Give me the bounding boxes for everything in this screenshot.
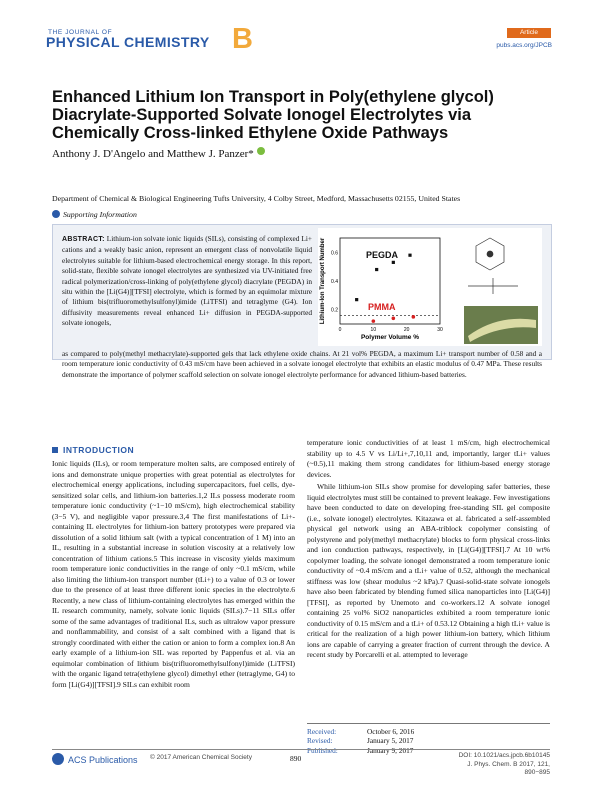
pmma-point	[372, 319, 376, 323]
published-label: Published:	[307, 745, 338, 755]
introduction-heading-text: INTRODUCTION	[63, 445, 135, 455]
article-history	[307, 723, 550, 755]
journal-name: PHYSICAL CHEMISTRY	[46, 34, 210, 50]
orcid-icon[interactable]	[257, 147, 265, 155]
abstract-label: ABSTRACT:	[62, 236, 105, 243]
footer-doi-link[interactable]: DOI: 10.1021/acs.jpcb.6b10145	[458, 752, 550, 759]
x-tick-label: 10	[370, 327, 377, 333]
author-line	[52, 147, 265, 160]
x-tick-label: 0	[338, 327, 342, 333]
received-date: October 6, 2016	[367, 727, 415, 736]
revised-row	[307, 736, 550, 745]
introduction-heading	[52, 445, 134, 455]
acs-logo-icon	[52, 753, 64, 765]
pegda-point	[392, 261, 395, 264]
intro-paragraph-right-2: While lithium-ion SILs show promise for developing safer batteries, these liquid electrolytes must still be contained to prevent leakage. Few investigations have been conducted to date on developing free-standing SIL gel composite (i.e., solvate ionogel) electrolytes. Kitazawa et al. fabricated a self-assembled physical gel network using an ABA-triblock copolymer consisting of polystyrene and poly(methyl methacrylate) blocks to form physical cross-links and ion conduction pathways, respectively, in [Li(G4)][TFSI].7 At 10 wt% copolymer loading, the solvate ionogel demonstrated a room temperature ionic conductivity of ~0.4 mS/cm and a tLi+ value of 0.52, although the mechanical stiffness was low (shear modulus ~2 kPa).7 Quasi-solid-state solvate ionogels have also been fabricated by blending fumed silica nanoparticles into [Li(G4)][TFSI], as reported by Unemoto and co-workers.12 A solvate ionogel containing 25 vol% SiO2 nanoparticles exhibited a room temperature ionic conductivity of 0.15 mS/cm and a tLi+ of 0.53.12 Obtaining a high tLi+ value is critical for the realization of a high power lithium-ion battery, which lithium ions are capable of carrying a greater fraction of current through the device. A recent study by Porcarelli et al. attempted to leverage	[307, 482, 550, 659]
article-title: Enhanced Lithium Ion Transport in Poly(ethylene glycol) Diacrylate-Supported Solvate Ionogel Electrolytes via Chemically Cross-linked Ethylene Oxide Pathways	[52, 88, 494, 142]
supporting-info[interactable]	[52, 210, 137, 219]
intro-paragraph-right-1: temperature ionic conductivities of at least 1 mS/cm, high electrochemical stability up to 4.5 V vs Li/Li+,7,10,11 and, importantly, larger tLi+ values (~0.5),11 making them strong candidates for lithium-based energy storage devices.	[307, 438, 550, 479]
section-square-icon	[52, 447, 58, 453]
y-axis-label: Lithium-Ion Transport Number	[320, 237, 326, 325]
x-tick-label: 20	[403, 327, 410, 333]
publisher-name: ACS Publications	[68, 755, 138, 765]
article-type-badge: Article	[507, 28, 551, 38]
supporting-info-icon	[52, 210, 60, 218]
intro-paragraph-left: Ionic liquids (ILs), or room temperature molten salts, are composed entirely of ions and demonstrate unique properties with great potential as electrolytes for electrochemical energy applications, including supercapacitors, fuel cells, dye-sensitized solar cells, and lithium-ion batteries.1,2 ILs possess moderate room temperature ionic conductivity (~1−10 mS/cm), high electrochemical stability (3−5 V), and negligible vapor pressure.3,4 The first manifestations of Li+-containing IL electrolytes for lithium-ion battery prototypes were prepared via dissolution of a solid lithium salt (with a typical concentration of 1 M) into an IL, resulting in a substantial increase in solution viscosity at a relatively low concentration of lithium cations.5 This increase in viscosity yields maximum room temperature ionic conductivities in the range of only ~0.1 mS/cm, while also limiting the lithium-ion transport number (tLi+) to a value of 0.3 or lower due to the presence of at least three different ionic species in the electrolyte.6 Recently, a new class of lithium-containing electrolytes has emerged within the IL research community, namely, solvate ionic liquids (SILs).7−11 SILs offer some of the same advantages of traditional ILs, such as ultralow vapor pressure and nonflammability, and consist of a salt combined with a ligand that is strongly coordinated with either the cation or anion to form a complex ion.8 An early example of a lithium-ion SIL was reported by Pappenfus et al. via an equimolar combination of lithium bis(trifluoromethylsulfonyl)imide (LiTFSI) with the organic ligand tetra(ethylene glycol) dimethyl ether (tetraglyme, G4) to form [Li(G4)][TFSI].9 SILs can exhibit room	[52, 459, 295, 689]
page-number: 890	[290, 754, 302, 763]
left-column	[52, 459, 295, 692]
pegda-point	[408, 254, 411, 257]
acs-publications-logo[interactable]	[52, 753, 138, 765]
abstract-text-top	[62, 234, 312, 329]
li-ion-icon	[487, 251, 493, 257]
x-tick-label: 30	[437, 327, 443, 333]
footer-divider	[52, 749, 550, 750]
y-tick-label: 0.4	[331, 279, 338, 285]
pmma-point	[392, 316, 396, 320]
revised-date: January 5, 2017	[367, 736, 414, 746]
pegda-point	[375, 268, 378, 271]
footer-doi-block	[445, 752, 550, 778]
pegda-point	[355, 298, 358, 301]
pmma-label: PMMA	[368, 302, 396, 312]
x-axis-label: Polymer Volume %	[360, 334, 420, 341]
toc-graphic	[318, 228, 542, 346]
abstract-body-bottom: as compared to poly(methyl methacrylate)-supported gels that lack ethylene oxide chains. At 21 vol% PEGDA, a maximum Li+ transport number of 0.58 and a room temperature ionic conductivity of 0.43 mS/cm have been achieved in a solvate ionogel electrolyte that exhibits an elastic modulus of 0.47 MPa. These results demonstrate the importance of polymer scaffold selection on solvate ionogel electrolyte performance for advanced lithium-based batteries.	[62, 349, 542, 379]
journal-url-link[interactable]: pubs.acs.org/JPCB	[496, 42, 552, 49]
journal-letter: B	[232, 23, 253, 55]
pegda-label: PEGDA	[366, 250, 399, 260]
authors[interactable]: Anthony J. D'Angelo and Matthew J. Panzer*	[52, 148, 254, 160]
journal-prefix: THE JOURNAL OF	[48, 29, 113, 36]
gel-photo	[464, 306, 538, 344]
published-date: January 9, 2017	[367, 745, 414, 755]
received-label: Received:	[307, 727, 337, 736]
affiliation: Department of Chemical & Biological Engineering Tufts University, 4 Colby Street, Medford, Massachusetts 02155, United States	[52, 194, 461, 203]
revised-label: Revised:	[307, 736, 333, 746]
supporting-info-label: Supporting Information	[63, 210, 137, 219]
footer-citation: J. Phys. Chem. B 2017, 121, 890−895	[467, 760, 550, 776]
y-tick-label: 0.2	[331, 307, 338, 314]
y-tick-label: 0.6	[331, 250, 338, 257]
right-column	[307, 438, 550, 663]
pmma-point	[412, 315, 416, 319]
received-row	[307, 727, 550, 736]
copyright: © 2017 American Chemical Society	[150, 754, 252, 761]
abstract-body-top: Lithium-ion solvate ionic liquids (SILs), consisting of complexed Li+ cations and a weakly basic anion, represent an emergent class of nonvolatile liquid electrolytes suitable for lithium-based electrochemical energy storage. In this report, solid-state, flexible solvate ionogel electrolytes are synthesized via UV-initiated free radical polymerization/cross-linking of poly(ethylene glycol) diacrylate (PEGDA) in situ within the [Li(G4)][TFSI] electrolyte, which is formed by an equimolar mixture of lithium bis(trifluoromethylsulfonyl)imide (LiTFSI) and tetraglyme (G4). Ion diffusivity measurements reveal enhanced Li+ diffusion in PEGDA-supported solvate ionogels,	[62, 234, 312, 328]
